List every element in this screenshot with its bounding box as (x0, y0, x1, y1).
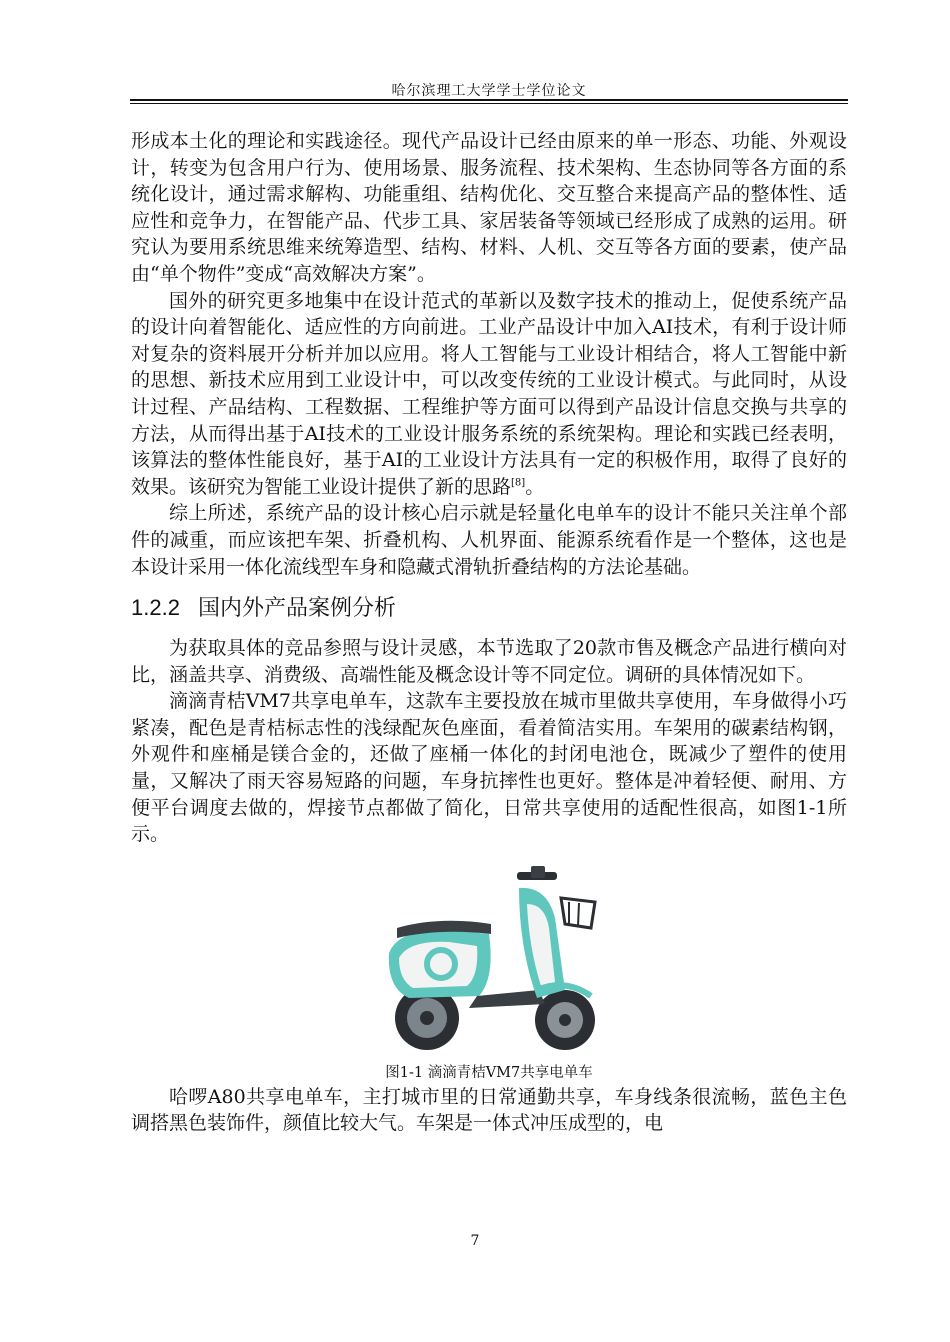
header-rule (130, 99, 848, 101)
paragraph: 滴滴青桔VM7共享电单车，这款车主要投放在城市里做共享使用，车身做得小巧紧凑，配色是青桔标志性的浅绿配灰色座面，看着简洁实用。车架用的碳素结构钢，外观件和座桶是镁合金的，还做了座桶一体化的封闭电池仓，既减少了塑件的使用量，又解决了雨天容易短路的问题，车身抗摔性也更好。整体是冲着轻便、耐用、方便平台调度去做的，焊接节点都做了简化，日常共享使用的适配性很高，如图1-1所示。 (131, 690, 847, 846)
header-rule-thin (130, 103, 848, 104)
paragraph: 哈啰A80共享电单车，主打城市里的日常通勤共享，车身线条很流畅，蓝色主色调搭黑色装饰件，颜值比较大气。车架是一体式冲压成型的，电 (131, 1085, 847, 1135)
running-header: 哈尔滨理工大学学士学位论文 (391, 83, 587, 99)
page-number: 7 (470, 1233, 480, 1249)
paragraph: 国外的研究更多地集中在设计范式的革新以及数字技术的推动上，促使系统产品的设计向着智能化、适应性的方向前进。工业产品设计中加入AI技术，有利于设计师对复杂的资料展开分析并加以应用。将人工智能与工业设计相结合，将人工智能中新的思想、新技术应用到工业设计中，可以改变传统的工业设计模式。与此同时，从设计过程、产品结构、工程数据、工程维护等方面可以得到产品设计信息交换与共享的方法，从而得出基于AI技术的工业设计服务系统的系统架构。理论和实践已经表明，该算法的整体性能良好，基于AI的工业设计方法具有一定的积极作用，取得了良好的效果。该研究为智能工业设计提供了新的思路[8]。 (131, 289, 847, 498)
citation-ref[interactable]: [8] (511, 477, 526, 489)
figure (131, 858, 847, 1084)
section-number: 1.2.2 (131, 595, 180, 621)
body-text (131, 128, 847, 1137)
paragraph: 形成本土化的理论和实践途径。现代产品设计已经由原来的单一形态、功能、外观设计，转变为包含用户行为、使用场景、服务流程、技术架构、生态协同等各方面的系统化设计，通过需求解构、功能重组、结构优化、交互整合来提高产品的整体性、适应性和竞争力，在智能产品、代步工具、家居装备等领域已经形成了成熟的运用。研究认为要用系统思维来统筹造型、结构、材料、人机、交互等各方面的要素，使产品由“单个物件”变成“高效解决方案”。 (131, 130, 847, 285)
paragraph: 为获取具体的竞品参照与设计灵感，本节选取了20款市售及概念产品进行横向对比，涵盖共享、消费级、高端性能及概念设计等不同定位。调研的具体情况如下。 (131, 637, 847, 686)
figure-caption: 图1-1 滴滴青桔VM7共享电单车 (385, 1064, 593, 1081)
paragraph: 综上所述，系统产品的设计核心启示就是轻量化电单车的设计不能只关注单个部件的减重，而应该把车架、折叠机构、人机界面、能源系统看作是一个整体，这也是本设计采用一体化流线型车身和隐藏式滑轨折叠结构的方法论基础。 (131, 502, 847, 578)
section-heading (131, 592, 847, 625)
section-title: 国内外产品案例分析 (197, 596, 396, 622)
scooter-illustration-icon (369, 858, 609, 1058)
